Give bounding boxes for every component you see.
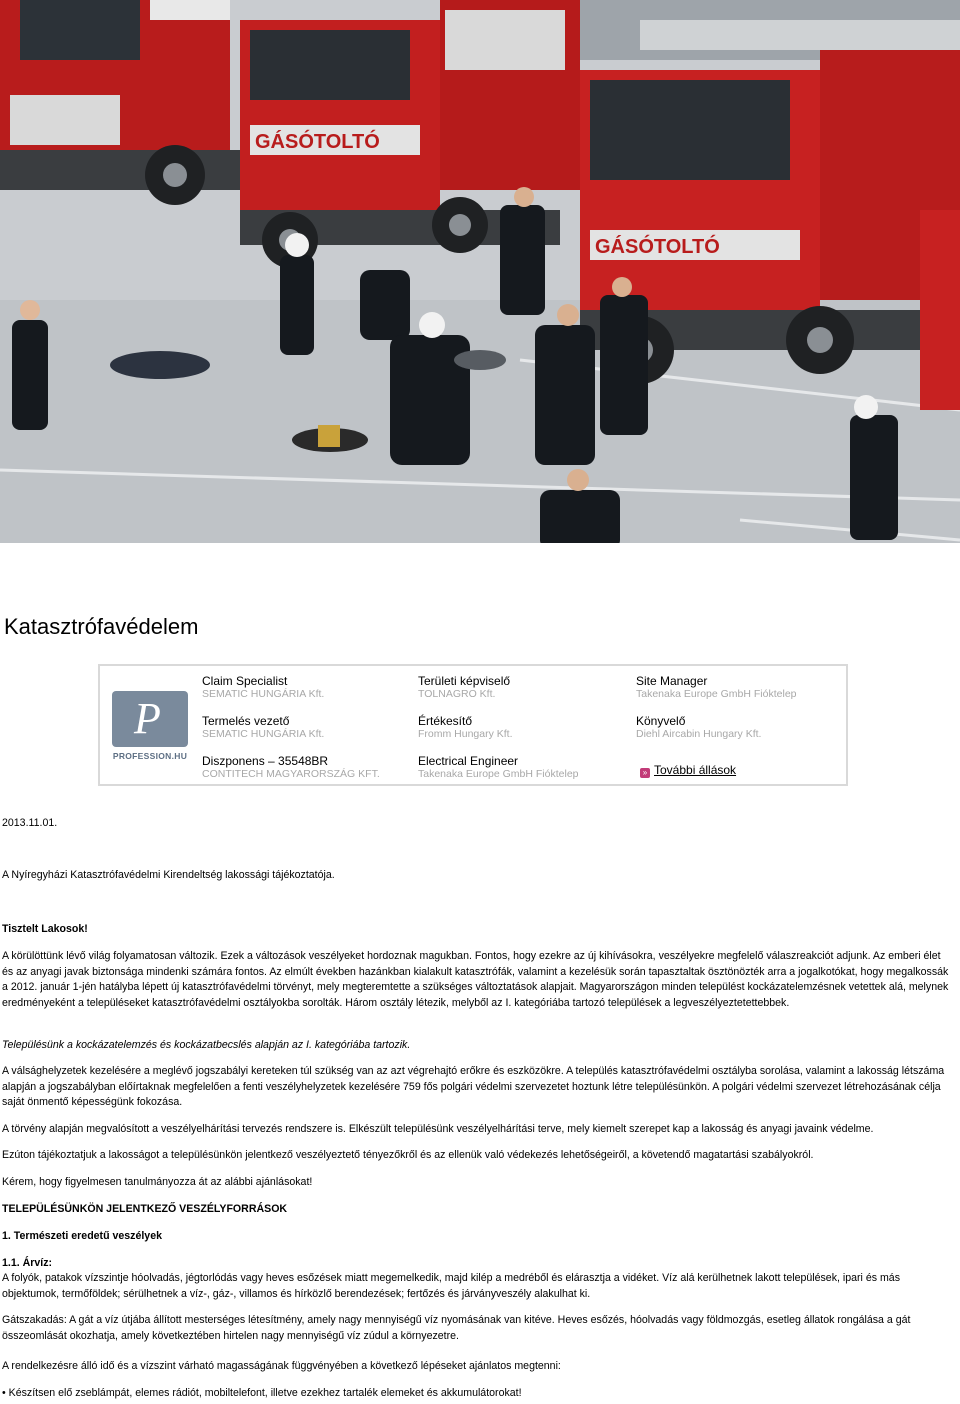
svg-text:GÁSÓTOLTÓ: GÁSÓTOLTÓ [255, 131, 380, 153]
job-title[interactable]: Diszponens – 35548BR [202, 754, 329, 768]
job-title[interactable]: Electrical Engineer [418, 754, 519, 768]
logo-letter: P [134, 694, 161, 743]
article-intro: A Nyíregyházi Katasztrófavédelmi Kirendeltség lakossági tájékoztatója. [2, 869, 335, 881]
job-title[interactable]: Értékesítő [418, 714, 473, 728]
paragraph: A folyók, patakok vízszintje hóolvadás, jégtorlódás vagy heves esőzések miatt megemelkedik, majd kilép a medréből és elárasztja a vidéket. Víz alá kerülhetnek lakott települések, ipari és más objektumok, termőföldek; sérülhetnek a víz-, gáz-, villamos és hírközlő berendezések; fertőzés és járványveszély alakulhat ki. [2, 1272, 900, 1300]
section-heading: TELEPÜLÉSÜNKÖN JELENTKEZŐ VESZÉLYFORRÁSOK [2, 1203, 288, 1215]
job-company: SEMATIC HUNGÁRIA Kft. [202, 688, 325, 700]
job-item[interactable] [636, 675, 797, 701]
paragraph: Gátszakadás: A gát a víz útjába állított mesterséges létesítmény, amely nagy mennyiségű víz nyomásának van kitéve. Heves esőzés, hóolvadás vagy földmozgás, esetleg állatok rongálása a gát összeomlását okozhatja, amely következtében hirtelen nagy mennyiségű víz zúdul a környezetre. [2, 1314, 911, 1342]
job-item[interactable] [202, 755, 380, 781]
job-company: Takenaka Europe GmbH Fióktelep [636, 688, 797, 700]
paragraph: A rendelkezésre álló idő és a vízszint várható magasságának függvényében a következő lépéseket ajánlatos megtenni: [2, 1360, 561, 1372]
paragraph: Ezúton tájékoztatjuk a lakosságot a településünkön jelentkező veszélyeztető tényezőkről és az ellenük való védekezés lehetőségeiről, a követendő magatartási szabályokról. [2, 1149, 814, 1161]
article-date: 2013.11.01. [2, 817, 58, 829]
job-title[interactable]: Claim Specialist [202, 674, 288, 688]
subsection-heading: 1. Természeti eredetű veszélyek [2, 1230, 162, 1242]
job-company: CONTITECH MAGYARORSZÁG KFT. [202, 768, 380, 780]
paragraph: A körülöttünk lévő világ folyamatosan változik. Ezek a változások veszélyeket hordoznak magukban. Fontos, hogy ezekre az új kihívásokra, veszélyekre megfelelő válaszreakciót adjunk. Az emberi élet és az anyagi javak biztonsága mindenki számára fontos. Az elmúlt években hazánkban kialakult katasztrófák, valamint a kezelésük során tapasztaltak ösztönözték arra a jogalkotókat, hogy megalkossák a 2012. január 1-jén hatályba lépett új katasztrófavédelmi törvényt, mely megteremtette a szükséges változtatások alapjait. Magyarországon minden települést kockázatelemzésnek vetettek alá, melynek eredményeként a településeket katasztrófavédelmi osztályokba sorolták. Három osztály létezik, melyből az I. kategóriába tartozó települések a legveszélyeztetettebbek. [2, 950, 949, 1009]
more-jobs-label: További állások [654, 763, 737, 777]
job-company: Diehl Aircabin Hungary Kft. [636, 728, 762, 740]
paragraph: A válsághelyzetek kezelésére a meglévő jogszabályi kereteken túl szükség van az azt végrehajtó erőkre és eszközökre. A település katasztrófavédelmi osztályba sorolása, valamint a lakosság létszáma alapján a jogszabályban előírtaknak megfelelően a fenti veszélyhelyzetek kezelésére 759 fős polgári védelmi szervezetet hoztunk létre településünkön. A polgári védelmi szervezet létrehozásának célja saját önmentő képességünk fokozása. [2, 1065, 945, 1109]
hero-photo [0, 0, 960, 543]
job-item[interactable] [636, 715, 761, 741]
profession-logo[interactable] [112, 691, 188, 765]
job-item[interactable] [202, 715, 324, 741]
profession-logo-mark [112, 691, 188, 747]
job-item[interactable] [418, 715, 513, 741]
jobs-widget [98, 664, 848, 786]
job-title[interactable]: Területi képviselő [418, 674, 511, 688]
greeting: Tisztelt Lakosok! [2, 923, 88, 935]
job-item[interactable] [418, 675, 510, 701]
page-title: Katasztrófavédelem [4, 614, 199, 639]
job-title[interactable]: Site Manager [636, 674, 708, 688]
job-company: Fromm Hungary Kft. [418, 728, 513, 740]
fire-truck-1 [0, 0, 240, 205]
paragraph: Kérem, hogy figyelmesen tanulmányozza át az alábbi ajánlásokat! [2, 1176, 313, 1188]
job-company: Takenaka Europe GmbH Fióktelep [418, 768, 579, 780]
logo-text: PROFESSION.HU [112, 751, 188, 761]
job-title[interactable]: Termelés vezető [202, 714, 290, 728]
job-company: TOLNAGRO Kft. [418, 688, 496, 700]
svg-text:GÁSÓTOLTÓ: GÁSÓTOLTÓ [595, 236, 720, 258]
job-title[interactable]: Könyvelő [636, 714, 686, 728]
job-company: SEMATIC HUNGÁRIA Kft. [202, 728, 325, 740]
subsubsection-heading: 1.1. Árvíz: [2, 1257, 53, 1269]
more-jobs-link[interactable] [640, 763, 736, 778]
hero-photo-drawing [0, 0, 960, 543]
paragraph-italic: Településünk a kockázatelemzés és kockázatbecslés alapján az I. kategóriába tartozik. [2, 1039, 411, 1051]
list-item-text: Készítsen elő zseblámpát, elemes rádiót, mobiltelefont, illetve ezekhez tartalék elemeket és akkumulátorokat! [8, 1387, 522, 1399]
job-item[interactable] [418, 755, 579, 781]
job-item[interactable] [202, 675, 324, 701]
bullet-list [2, 1386, 522, 1401]
paragraph: A törvény alapján megvalósított a veszélyelhárítási tervezés rendszere is. Elkészült településünk veszélyelhárítási terve, mely kiemelt szerepet kap a lakosság és anyagi javaink védelme. [2, 1123, 874, 1135]
list-item: • Készítsen elő zseblámpát, elemes rádiót, mobiltelefont, illetve ezekhez tartalék elemeket és akkumulátorokat! [2, 1387, 522, 1399]
arrow-icon: » [640, 768, 650, 778]
